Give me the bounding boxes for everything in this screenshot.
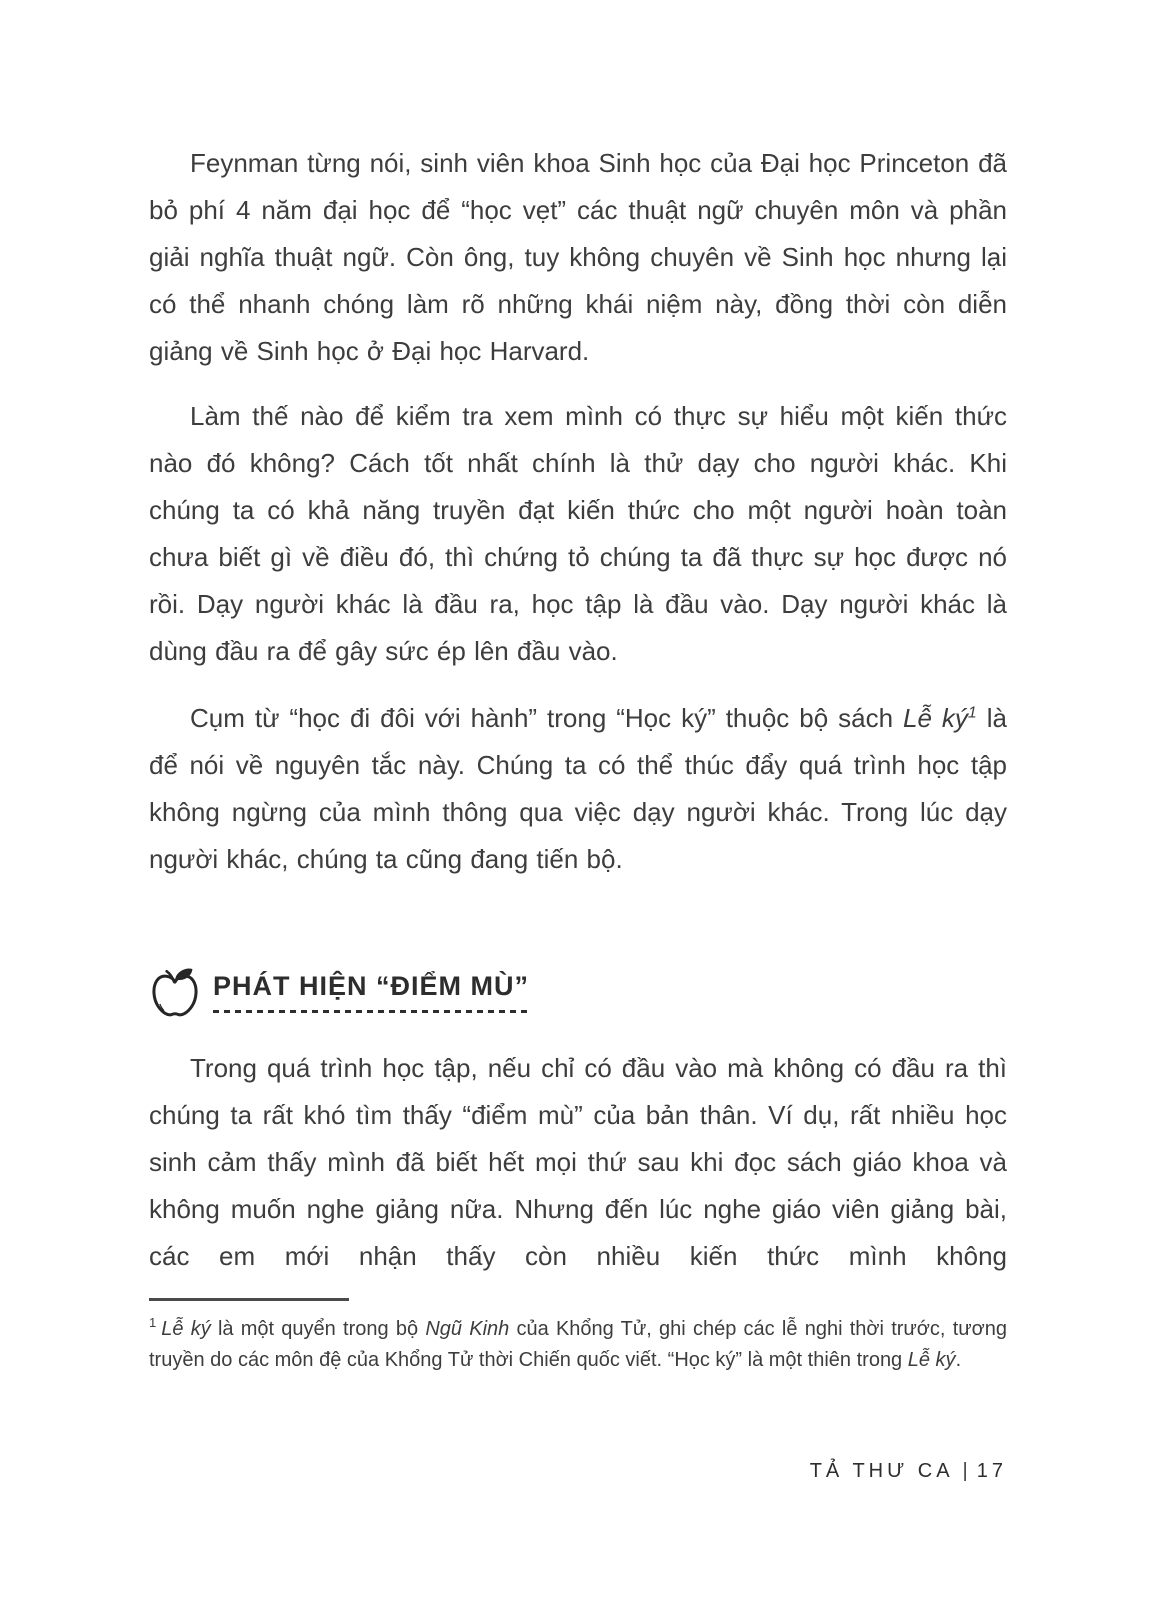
paragraph-teaching-test: Làm thế nào để kiểm tra xem mình có thực sự hiểu một kiến thức nào đó không? Cách tốt nhất chính là thử dạy cho người khác. Khi chúng ta có khả năng truyền đạt kiến thức cho một người hoàn toàn chưa biết gì về điều đó, thì chứng tỏ chúng ta đã thực sự học được nó rồi. Dạy người khác là đầu ra, học tập là đầu vào. Dạy người khác là dùng đầu ra để gây sức ép lên đầu vào. bbox=[149, 401, 1007, 666]
footnote-text-3: . bbox=[955, 1349, 962, 1371]
footnote-marker: 1 bbox=[149, 1315, 157, 1331]
paragraph-hoc-ky-text: Cụm từ “học đi đôi với hành” trong “Học ký” thuộc bộ sách bbox=[190, 703, 904, 733]
footnote-title-ngu-kinh: Ngũ Kinh bbox=[425, 1318, 510, 1340]
footnote-text-2: của Khổng Tử, ghi chép các lễ nghi thời trước, tương truyền do các môn đệ của Khổng Tử thời Chiến quốc viết. “Học ký” là một thiên trong bbox=[149, 1318, 1008, 1371]
running-title: TẢ THƯ CA bbox=[809, 1460, 954, 1482]
footer-divider: | bbox=[962, 1460, 968, 1482]
paragraph-hoc-ky bbox=[149, 695, 1007, 883]
dashed-underline bbox=[213, 1010, 529, 1013]
paragraph-feynman: Feynman từng nói, sinh viên khoa Sinh học của Đại học Princeton đã bỏ phí 4 năm đại học để “học vẹt” các thuật ngữ chuyên môn và phần giải nghĩa thuật ngữ. Còn ông, tuy không chuyên về Sinh học nhưng lại có thể nhanh chóng làm rõ những khái niệm này, đồng thời còn diễn giảng về Sinh học ở Đại học Harvard. bbox=[149, 148, 1007, 366]
footnote-title-le-ky: Lễ ký bbox=[161, 1318, 211, 1340]
page-content bbox=[149, 140, 1007, 1376]
paragraph-hoc-ky-text-cont: là để nói về nguyên tắc này. Chúng ta có thể thúc đẩy quá trình học tập không ngừng của mình thông qua việc dạy người khác. Trong lúc dạy người khác, chúng ta cũng đang tiến bộ. bbox=[149, 703, 1007, 874]
footnote bbox=[149, 1314, 1007, 1376]
book-title-le-ky: Lễ ký bbox=[903, 703, 968, 733]
footnote-reference-1: 1 bbox=[967, 704, 977, 722]
section-heading-row bbox=[149, 967, 1007, 1019]
footnote-text-1: là một quyển trong bộ bbox=[210, 1318, 426, 1340]
section-title: PHÁT HIỆN “ĐIỂM MÙ” bbox=[213, 971, 529, 1001]
paragraph-blind-spot: Trong quá trình học tập, nếu chỉ có đầu vào mà không có đầu ra thì chúng ta rất khó tìm thấy “điểm mù” của bản thân. Ví dụ, rất nhiều học sinh cảm thấy mình đã biết hết mọi thứ sau khi đọc sách giáo khoa và không muốn nghe giảng nữa. Nhưng đến lúc nghe giáo viên giảng bài, các em mới nhận thấy còn nhiều kiến thức mình không bbox=[149, 1053, 1007, 1271]
section-heading-block bbox=[213, 967, 529, 1013]
footnote-separator bbox=[149, 1298, 349, 1301]
apple-icon bbox=[149, 967, 201, 1019]
page-footer bbox=[810, 1460, 1007, 1483]
page-number: 17 bbox=[976, 1460, 1007, 1482]
footnote-title-le-ky-2: Lễ ký bbox=[907, 1349, 956, 1371]
